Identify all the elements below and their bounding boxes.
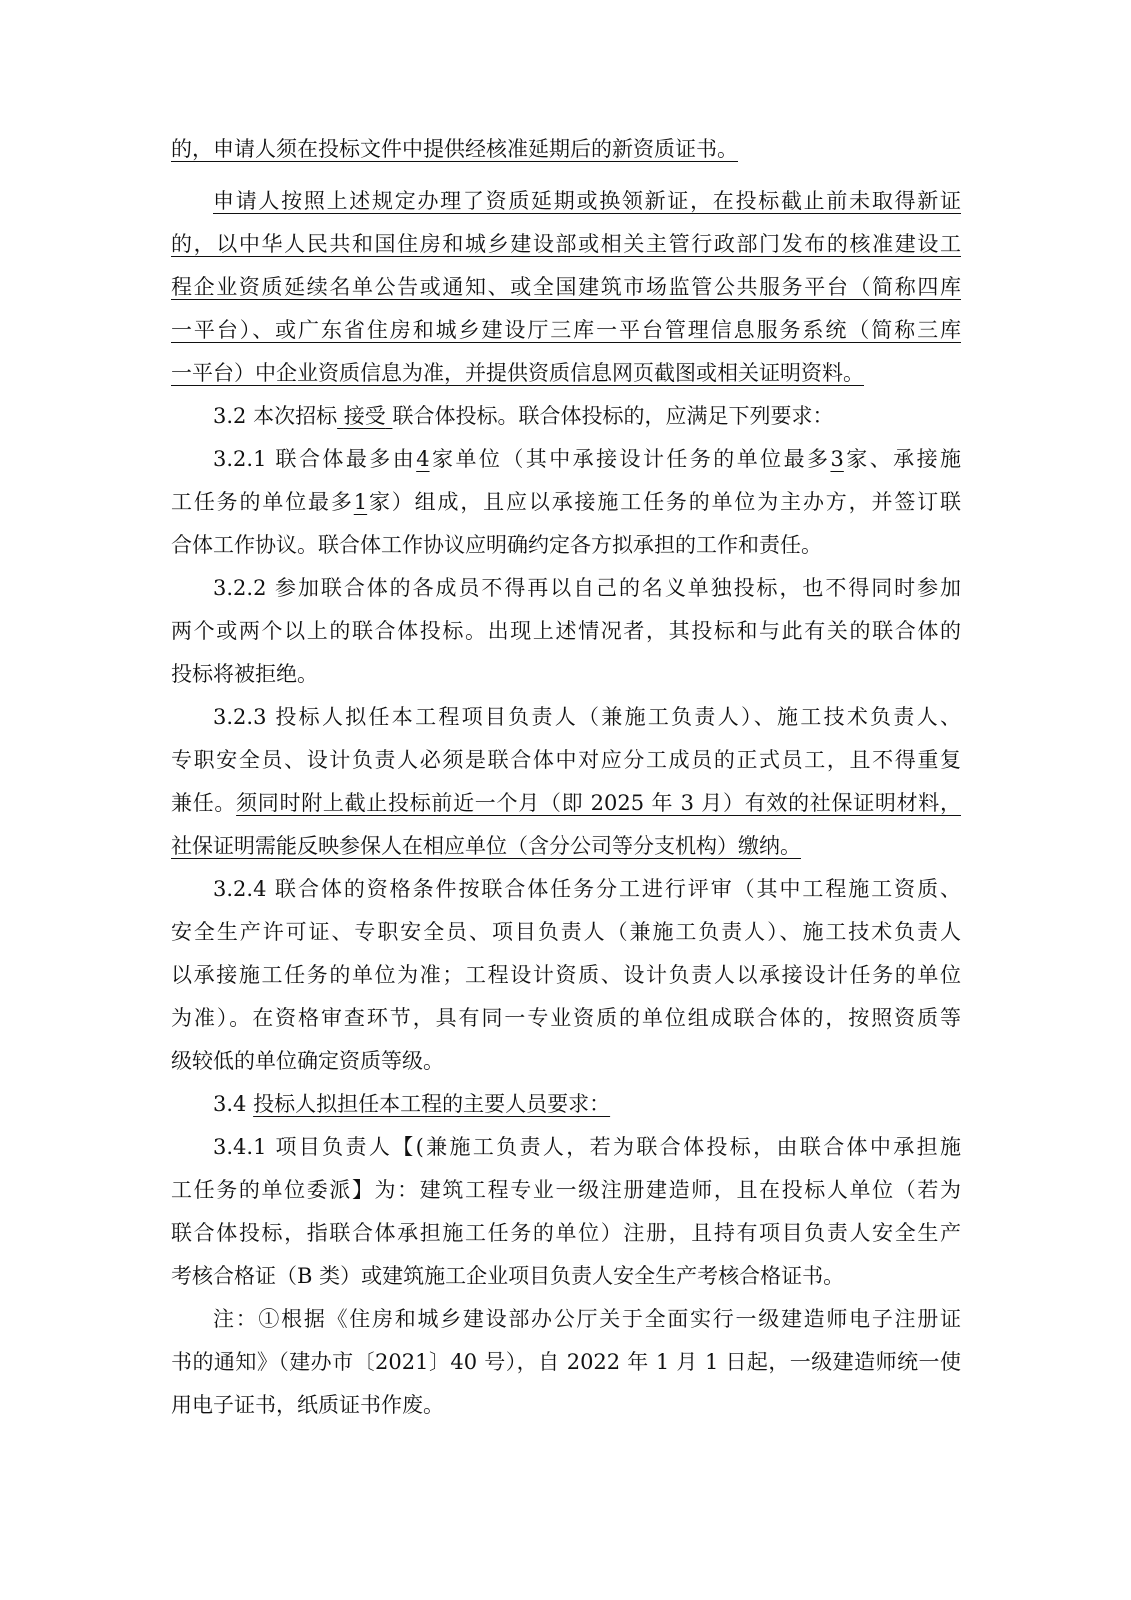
filled-blank: 4 <box>416 447 430 471</box>
text-line: 投标将被拒绝。 <box>171 662 318 686</box>
underlined-text: 社保证明需能反映参保人在相应单位（含分公司等分支机构）缴纳。 <box>171 834 801 858</box>
filled-blank: 3 <box>830 447 844 471</box>
text-line: 3.2.2 参加联合体的各成员不得再以自己的名义单独投标，也不得同时参加 <box>213 576 961 600</box>
text-line: 考核合格证（B 类）或建筑施工企业项目负责人安全生产考核合格证书。 <box>171 1264 845 1288</box>
text-line: 一平台）、或广东省住房和城乡建设厅三库一平台管理信息服务系统（简称三库 <box>171 318 961 342</box>
paragraph-3-2-3 <box>171 696 961 868</box>
text-line: 级较低的单位确定资质等级。 <box>171 1049 444 1073</box>
text-line: 3.2.4 联合体的资格条件按联合体任务分工进行评审（其中工程施工资质、 <box>213 877 961 901</box>
text-line: 安全生产许可证、专职安全员、项目负责人（兼施工负责人）、施工技术负责人 <box>171 920 961 944</box>
underlined-text: 投标人拟担任本工程的主要人员要求： <box>253 1092 611 1116</box>
text-line: 3.4.1 项目负责人【(兼施工负责人，若为联合体投标，由联合体中承担施 <box>213 1135 961 1159</box>
text-line: 联合体投标，指联合体承担施工任务的单位）注册，且持有项目负责人安全生产 <box>171 1221 961 1245</box>
text-line <box>171 825 961 868</box>
text-line: 3.2.3 投标人拟任本工程项目负责人（兼施工负责人）、施工技术负责人、 <box>213 705 961 729</box>
filled-blank: 1 <box>353 490 368 514</box>
text-line: 兼任。须同时附上截止投标前近一个月（即 2025 年 3 月）有效的社保证明材料， <box>171 791 961 815</box>
text-line <box>171 128 961 171</box>
paragraph-3-2 <box>171 395 961 438</box>
paragraph-qualification-extension <box>171 180 961 395</box>
text-line: 3.2 本次招标 接受 联合体投标。联合体投标的，应满足下列要求： <box>213 404 834 428</box>
text-line: 注：①根据《住房和城乡建设部办公厅关于全面实行一级建造师电子注册证 <box>213 1307 961 1331</box>
text-line: 的，以中华人民共和国住房和城乡建设部或相关主管行政部门发布的核准建设工 <box>171 232 961 256</box>
paragraph-note <box>171 1298 961 1427</box>
text-line: 以承接施工任务的单位为准；工程设计资质、设计负责人以承接设计任务的单位 <box>171 963 961 987</box>
text-line: 3.2.1 联合体最多由4家单位（其中承接设计任务的单位最多3家、承接施 <box>213 447 961 471</box>
text-line: 工任务的单位委派】为：建筑工程专业一级注册建造师，且在投标人单位（若为 <box>171 1178 961 1202</box>
text-line: 两个或两个以上的联合体投标。出现上述情况者，其投标和与此有关的联合体的 <box>171 619 961 643</box>
paragraph-3-2-2 <box>171 567 961 696</box>
text-line: 书的通知》（建办市〔2021〕40 号），自 2022 年 1 月 1 日起，一级建造师统一使 <box>171 1350 961 1374</box>
paragraph-continuation <box>171 128 961 171</box>
text-line: 专职安全员、设计负责人必须是联合体中对应分工成员的正式员工，且不得重复 <box>171 748 961 772</box>
underlined-text: 的，申请人须在投标文件中提供经核准延期后的新资质证书。 <box>171 137 738 161</box>
paragraph-3-2-1 <box>171 438 961 567</box>
text-line: 为准）。在资格审查环节，具有同一专业资质的单位组成联合体的，按照资质等 <box>171 1006 961 1030</box>
text-line: 3.4 投标人拟担任本工程的主要人员要求： <box>213 1092 611 1116</box>
text-line: 工任务的单位最多1家）组成，且应以承接施工任务的单位为主办方，并签订联 <box>171 490 961 514</box>
text-line: 合体工作协议。联合体工作协议应明确约定各方拟承担的工作和责任。 <box>171 533 822 557</box>
paragraph-3-4-1 <box>171 1126 961 1298</box>
filled-blank: 接受 <box>343 404 386 428</box>
underlined-text: 须同时附上截止投标前近一个月（即 2025 年 3 月）有效的社保证明材料， <box>236 791 961 815</box>
text-line: 程企业资质延续名单公告或通知、或全国建筑市场监管公共服务平台（简称四库 <box>171 275 961 299</box>
text-line: 一平台）中企业资质信息为准，并提供资质信息网页截图或相关证明资料。 <box>171 361 864 385</box>
paragraph-3-4 <box>171 1083 961 1126</box>
text-line: 申请人按照上述规定办理了资质延期或换领新证，在投标截止前未取得新证 <box>213 189 961 213</box>
text-line: 用电子证书，纸质证书作废。 <box>171 1393 444 1417</box>
paragraph-3-2-4 <box>171 868 961 1083</box>
